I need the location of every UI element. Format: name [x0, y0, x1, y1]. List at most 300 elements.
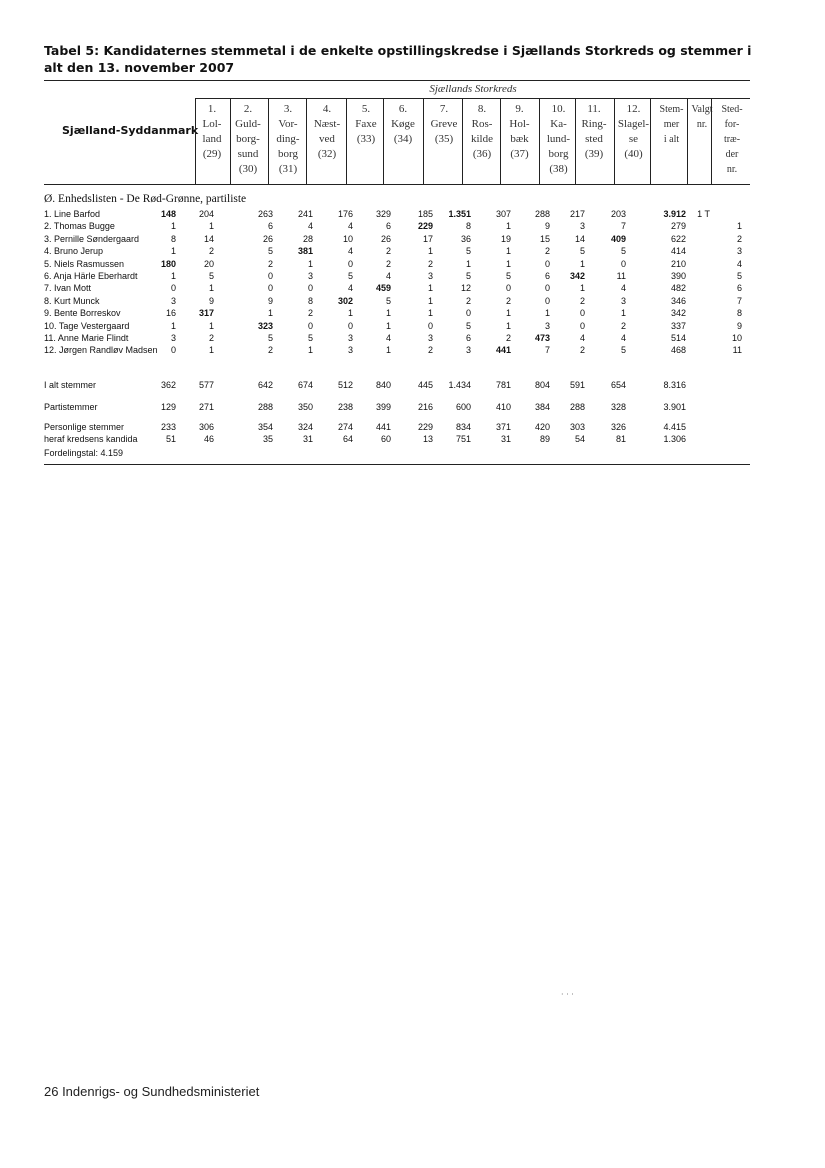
table-cell: 6	[385, 221, 391, 232]
table-cell: 3	[427, 333, 433, 343]
table-cell: 5	[385, 295, 391, 306]
column-divider	[539, 98, 540, 184]
table-cell: 441	[495, 345, 511, 356]
table-cell: 60	[380, 434, 391, 444]
row-label: I alt stemmer	[44, 380, 97, 390]
table-cell: 362	[160, 380, 176, 390]
table-cell: 342	[569, 271, 585, 281]
table-cell: 1	[307, 345, 313, 356]
table-cell: 0	[620, 258, 626, 269]
table-cell: 229	[417, 221, 433, 232]
column-header-line: lund-	[546, 133, 571, 145]
column-header	[501, 102, 538, 162]
table-cell: 482	[670, 283, 686, 294]
column-header-line: (36)	[472, 148, 492, 160]
table-cell: 176	[337, 209, 353, 219]
stedfortraeder-cell: 7	[736, 295, 742, 306]
table-cell: 381	[297, 246, 313, 257]
stedfortraeder-cell: 2	[736, 233, 742, 244]
table-cell: 5	[465, 271, 471, 281]
column-header	[615, 102, 652, 162]
table-cell: 2	[267, 258, 273, 269]
table-cell: 2	[385, 258, 391, 269]
table-cell: 13	[422, 434, 433, 444]
column-header-line: i alt	[663, 134, 680, 145]
table-cell: 4	[385, 333, 391, 343]
column-header-line: borg-	[236, 133, 260, 145]
column-header-line: Ka-	[550, 118, 567, 130]
table-cell: 1	[170, 246, 176, 257]
table-cell: 0	[307, 283, 313, 294]
table-cell: 1	[267, 308, 273, 319]
table-cell: 840	[375, 380, 391, 390]
table-cell: 3	[465, 345, 471, 356]
column-header-line: Køge	[391, 118, 415, 130]
table-cell: 459	[375, 283, 391, 294]
table-cell: 512	[337, 380, 353, 390]
table-cell: 1	[427, 308, 433, 319]
stedfortraeder-cell: 9	[736, 320, 742, 331]
table-cell: 46	[203, 434, 214, 444]
column-header	[712, 102, 752, 177]
column-header-line: for-	[724, 119, 740, 130]
table-cell: 5	[579, 246, 585, 257]
column-header-line: (39)	[584, 148, 604, 160]
table-cell: 1	[208, 283, 214, 294]
table-cell: 2	[427, 258, 433, 269]
table-cell: 328	[610, 402, 626, 412]
table-cell: 216	[417, 402, 433, 412]
table-cell: 1	[544, 308, 550, 319]
column-header-line: Slagel-	[617, 118, 650, 130]
table-cell: 324	[297, 422, 313, 432]
table-cell: 371	[495, 422, 511, 432]
table-cell: 4	[347, 283, 353, 294]
table-cell: 210	[670, 258, 686, 269]
table-cell: 600	[455, 402, 471, 412]
column-header-line: Sted-	[721, 104, 743, 115]
column-header-line: 1.	[207, 103, 217, 115]
table-cell: 654	[610, 380, 626, 390]
column-header-line: ved	[319, 133, 335, 145]
table-cell: 323	[257, 320, 273, 331]
column-header	[384, 102, 422, 147]
column-divider	[711, 98, 712, 184]
table-cell: 4	[347, 221, 353, 232]
table-cell: 4	[620, 333, 626, 343]
table-cell: 279	[670, 221, 686, 232]
table-cell: 241	[297, 209, 313, 219]
column-header-line: træ-	[723, 134, 741, 145]
table-cell: 5	[267, 333, 273, 343]
row-label: 2. Thomas Bugge	[44, 221, 115, 232]
row-label: 10. Tage Vestergaard	[44, 320, 130, 331]
stedfortraeder-cell: 8	[736, 308, 742, 319]
column-divider	[650, 98, 651, 184]
table-cell: 1	[427, 283, 433, 294]
row-label: Personlige stemmer	[44, 422, 125, 432]
table-cell: 14	[203, 233, 214, 244]
table-cell: 390	[670, 271, 686, 281]
table-cell: 0	[427, 320, 433, 331]
row-label: 9. Bente Borreskov	[44, 308, 121, 319]
column-header-line: (37)	[510, 148, 529, 160]
table-cell: 3.901	[663, 402, 686, 412]
column-header-line: Næst-	[313, 118, 341, 130]
table-cell: 9	[208, 295, 214, 306]
table-cell: 307	[495, 209, 511, 219]
table-cell: 1	[579, 283, 585, 294]
table-cell: 2	[307, 308, 313, 319]
row-label: 5. Niels Rasmussen	[44, 258, 125, 269]
column-header	[307, 102, 347, 162]
table-cell: 8	[307, 295, 313, 306]
column-header	[269, 102, 307, 177]
table-cell: 2	[385, 246, 391, 257]
table-cell: 5	[620, 246, 626, 257]
column-divider	[195, 98, 196, 184]
table-cell: 10	[342, 233, 353, 244]
table-cell: 5	[505, 271, 511, 281]
table-cell: 3	[347, 333, 353, 343]
table-cell: 6	[465, 333, 471, 343]
column-header-line: Hol-	[509, 118, 530, 130]
table-cell: 274	[337, 422, 353, 432]
row-label: 8. Kurt Munck	[44, 295, 100, 306]
column-header-line: kilde	[471, 133, 493, 145]
table-cell: 350	[297, 402, 313, 412]
column-header-line: (31)	[278, 163, 298, 175]
table-cell: 3	[620, 295, 626, 306]
table-cell: 3	[170, 295, 176, 306]
table-cell: 3	[579, 221, 585, 232]
column-header-line: se	[628, 133, 639, 145]
table-cell: 1	[208, 320, 214, 331]
table-cell: 11	[616, 271, 626, 281]
table-cell: 642	[257, 380, 273, 390]
column-header-line: nr.	[726, 164, 738, 175]
column-divider	[268, 98, 269, 184]
table-cell: 420	[534, 422, 550, 432]
table-cell: 5	[620, 345, 626, 356]
table-cell: 7	[620, 221, 626, 232]
row-label: 12. Jørgen Randløv Madsen	[44, 345, 158, 356]
column-header-line: nr.	[696, 119, 708, 130]
table-cell: 180	[160, 258, 176, 269]
table-cell: 233	[160, 422, 176, 432]
table-cell: 271	[198, 402, 214, 412]
table-cell: 303	[569, 422, 585, 432]
table-cell: 306	[198, 422, 214, 432]
column-header	[424, 102, 464, 147]
table-cell: 2	[620, 320, 626, 331]
table-cell: 1.351	[448, 209, 471, 219]
table-cell: 288	[534, 209, 550, 219]
table-cell: 781	[495, 380, 511, 390]
row-label: 1. Line Barfod	[44, 209, 101, 219]
column-header	[347, 102, 385, 147]
table-cell: 238	[337, 402, 353, 412]
row-label: 4. Bruno Jerup	[44, 246, 104, 257]
table-cell: 36	[460, 233, 471, 244]
column-header	[196, 102, 228, 162]
table-cell: 0	[505, 283, 511, 294]
table-cell: 1	[505, 246, 511, 257]
table-cell: 5	[307, 333, 313, 343]
column-header-line: (38)	[549, 163, 568, 175]
table-cell: 14	[574, 233, 585, 244]
table-cell: 6	[267, 221, 273, 232]
table-cell: 203	[610, 209, 626, 219]
column-header-line: 11.	[587, 103, 601, 115]
party-heading: Ø. Enhedslisten - De Rød-Grønne, partiliste	[44, 193, 247, 205]
column-header-line: 9.	[515, 103, 524, 115]
column-header-line: Ros-	[471, 118, 493, 130]
column-divider	[575, 98, 576, 184]
table-cell: 217	[569, 209, 585, 219]
column-divider	[306, 98, 307, 184]
table-cell: 0	[170, 283, 176, 294]
table-cell: 0	[170, 345, 176, 356]
row-label: Partistemmer	[44, 402, 98, 412]
table-cell: 1	[208, 345, 214, 356]
table-cell: 2	[208, 333, 214, 343]
column-header-line: Ring-	[581, 118, 607, 130]
column-header-line: 3.	[283, 103, 293, 115]
table-cell: 6	[544, 271, 550, 281]
table-cell: 409	[610, 233, 626, 244]
table-cell: 148	[160, 209, 176, 219]
top-rule	[44, 80, 750, 81]
column-header	[540, 102, 577, 177]
table-cell: 1	[505, 308, 511, 319]
table-cell: 17	[422, 233, 433, 244]
table-cell: 5	[208, 271, 214, 281]
table-cell: 229	[417, 422, 433, 432]
table-cell: 2	[505, 295, 511, 306]
column-header-line: (32)	[317, 148, 337, 160]
table-cell: 2	[579, 295, 585, 306]
table-cell: 4	[579, 333, 585, 343]
column-header-line: 2.	[243, 103, 253, 115]
column-header-line: 4.	[322, 103, 332, 115]
column-header-line: der	[725, 149, 739, 160]
column-header-line: Valgt	[691, 104, 713, 115]
table-cell: 54	[574, 434, 585, 444]
column-header-line: 7.	[439, 103, 449, 115]
table-cell: 3	[544, 320, 550, 331]
table-cell: 1	[385, 320, 391, 331]
table-cell: 473	[534, 333, 550, 343]
table-cell: 1	[385, 308, 391, 319]
table-cell: 2	[579, 345, 585, 356]
table-cell: 342	[670, 308, 686, 319]
table-cell: 591	[569, 380, 585, 390]
table-cell: 1	[620, 308, 626, 319]
table-cell: 0	[465, 308, 471, 319]
column-header-line: ding-	[276, 133, 300, 145]
fordelingstal: Fordelingstal: 4.159	[44, 448, 124, 458]
column-header-line: mer	[663, 119, 680, 130]
storkreds-rule	[195, 98, 750, 99]
table-cell: 15	[539, 233, 550, 244]
table-cell: 1	[579, 258, 585, 269]
column-header	[231, 102, 265, 177]
table-cell: 1	[347, 308, 353, 319]
table-cell: 263	[257, 209, 273, 219]
column-header-line: (33)	[356, 133, 376, 145]
column-header-line: (30)	[238, 163, 258, 175]
row-label: 6. Anja Härle Eberhardt	[44, 271, 138, 281]
page-footer: 26 Indenrigs- og Sundhedsministeriet	[44, 1084, 260, 1099]
table-cell: 399	[375, 402, 391, 412]
table-cell: 288	[569, 402, 585, 412]
table-cell: 0	[347, 320, 353, 331]
stedfortraeder-cell: 6	[736, 283, 742, 294]
table-cell: 26	[262, 233, 273, 244]
column-header-line: 10.	[551, 103, 566, 115]
table-cell: 4	[347, 246, 353, 257]
table-cell: 0	[579, 320, 585, 331]
table-cell: 12	[460, 283, 471, 294]
table-cell: 64	[342, 434, 353, 444]
table-cell: 3	[347, 345, 353, 356]
table-cell: 410	[495, 402, 511, 412]
column-divider	[614, 98, 615, 184]
column-header-line: 6.	[398, 103, 408, 115]
table-cell: 2	[465, 295, 471, 306]
column-header-line: Faxe	[355, 118, 377, 130]
table-cell: 3	[170, 333, 176, 343]
column-header-line: Vor-	[278, 118, 298, 130]
table-cell: 4	[385, 271, 391, 281]
table-cell: 0	[267, 271, 273, 281]
column-header-line: Lol-	[202, 118, 222, 130]
table-cell: 317	[198, 308, 214, 319]
table-cell: 4	[620, 283, 626, 294]
stedfortraeder-cell: 11	[732, 345, 742, 356]
table-title: Tabel 5: Kandidaternes stemmetal i de enkelte opstillingskredse i Sjællands Storkreds og stemmer i alt den 13. november 2007	[44, 43, 752, 75]
table-cell: 288	[257, 402, 273, 412]
column-header-line: Stem-	[659, 104, 684, 115]
column-header-line: borg	[548, 148, 569, 160]
table-cell: 4	[307, 221, 313, 232]
table-cell: 51	[165, 434, 176, 444]
table-cell: 89	[539, 434, 550, 444]
table-cell: 31	[302, 434, 313, 444]
table-cell: 1.434	[448, 380, 471, 390]
table-cell: 3.912	[663, 209, 686, 219]
table-cell: 8.316	[663, 380, 686, 390]
column-header-line: Guld-	[235, 118, 261, 130]
column-divider	[230, 98, 231, 184]
column-header-line: 8.	[477, 103, 487, 115]
table-cell: 622	[670, 233, 686, 244]
table-cell: 834	[455, 422, 471, 432]
table-cell: 0	[544, 295, 550, 306]
stedfortraeder-cell: 1	[736, 221, 742, 232]
dots-mark: · · ·	[561, 990, 574, 999]
table-cell: 2	[208, 246, 214, 257]
table-cell: 1.306	[663, 434, 686, 444]
table-cell: 8	[465, 221, 471, 232]
table-cell: 5	[465, 320, 471, 331]
table-cell: 4.415	[663, 422, 686, 432]
table-cell: 9	[267, 295, 273, 306]
table-cell: 5	[267, 246, 273, 257]
column-header	[576, 102, 612, 162]
column-divider	[383, 98, 384, 184]
table-cell: 0	[307, 320, 313, 331]
table-cell: 8	[170, 233, 176, 244]
row-label: 3. Pernille Søndergaard	[44, 233, 140, 244]
valgt-cell: 1 T	[697, 209, 710, 219]
table-cell: 468	[670, 345, 686, 356]
table-cell: 5	[465, 246, 471, 257]
bottom-rule	[44, 464, 750, 465]
table-cell: 1	[465, 258, 471, 269]
table-cell: 16	[165, 308, 176, 319]
stedfortraeder-cell: 5	[736, 271, 742, 281]
table-cell: 326	[610, 422, 626, 432]
table-cell: 2	[267, 345, 273, 356]
table-cell: 1	[505, 320, 511, 331]
table-cell: 1	[170, 320, 176, 331]
table-cell: 577	[198, 380, 214, 390]
table-cell: 9	[544, 221, 550, 232]
table-cell: 35	[262, 434, 273, 444]
column-header-line: (34)	[393, 133, 413, 145]
column-divider	[687, 98, 688, 184]
table-cell: 1	[385, 345, 391, 356]
table-cell: 1	[505, 221, 511, 232]
table-cell: 1	[170, 271, 176, 281]
table-cell: 414	[670, 246, 686, 257]
table-cell: 185	[417, 209, 433, 219]
storkreds-label: Sjællands Storkreds	[429, 83, 517, 95]
column-header	[463, 102, 501, 162]
table-cell: 1	[307, 258, 313, 269]
table-cell: 26	[380, 233, 391, 244]
table-cell: 1	[427, 246, 433, 257]
table-cell: 1	[208, 221, 214, 232]
column-divider	[346, 98, 347, 184]
column-header-line: sund	[237, 148, 259, 160]
table-cell: 0	[544, 283, 550, 294]
column-header-line: (29)	[202, 148, 222, 160]
table-cell: 302	[337, 295, 353, 306]
column-header-line: Greve	[430, 118, 458, 130]
column-header-line: 12.	[626, 103, 641, 115]
table-cell: 129	[160, 402, 176, 412]
column-header-line: sted	[585, 133, 603, 145]
table-cell: 346	[670, 295, 686, 306]
table-cell: 7	[544, 345, 550, 356]
table-cell: 5	[347, 271, 353, 281]
table-cell: 3	[427, 271, 433, 281]
table-cell: 19	[500, 233, 511, 244]
stedfortraeder-cell: 4	[736, 258, 742, 269]
table-cell: 2	[427, 345, 433, 356]
column-header-line: (40)	[624, 148, 643, 160]
column-divider	[500, 98, 501, 184]
column-header-line: land	[202, 133, 222, 145]
column-header-line: (35)	[434, 133, 454, 145]
table-cell: 31	[500, 434, 511, 444]
column-header	[651, 102, 692, 147]
table-cell: 441	[375, 422, 391, 432]
row-label: 7. Ivan Mott	[44, 283, 92, 294]
